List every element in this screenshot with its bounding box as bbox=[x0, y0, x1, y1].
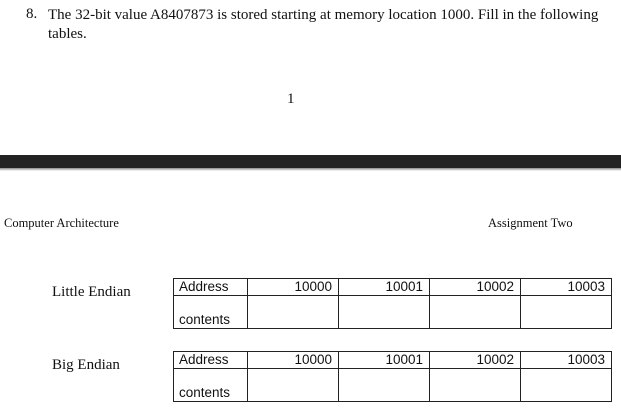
contents-cell[interactable] bbox=[248, 369, 339, 402]
big-endian-label: Big Endian bbox=[52, 357, 120, 373]
table-row bbox=[174, 279, 612, 296]
contents-cell[interactable] bbox=[339, 296, 430, 329]
contents-header-cell: contents bbox=[174, 296, 248, 329]
contents-cell[interactable] bbox=[430, 296, 521, 329]
question-text: The 32-bit value A8407873 is stored starting at memory location 1000. Fill in the following tables. bbox=[48, 7, 599, 42]
contents-header-cell: contents bbox=[174, 369, 248, 402]
address-cell: 10003 bbox=[521, 279, 612, 296]
table-row bbox=[174, 352, 612, 369]
question-number: 8. bbox=[26, 6, 38, 22]
address-cell: 10003 bbox=[521, 352, 612, 369]
address-header-cell: Address bbox=[174, 352, 248, 369]
address-header-cell: Address bbox=[174, 279, 248, 296]
contents-cell[interactable] bbox=[430, 369, 521, 402]
address-cell: 10001 bbox=[339, 279, 430, 296]
address-cell: 10002 bbox=[430, 279, 521, 296]
page-number: 1 bbox=[287, 91, 295, 107]
address-cell: 10000 bbox=[248, 279, 339, 296]
address-cell: 10002 bbox=[430, 352, 521, 369]
table-row bbox=[174, 296, 612, 329]
page-divider bbox=[0, 155, 621, 168]
contents-cell[interactable] bbox=[248, 296, 339, 329]
address-cell: 10000 bbox=[248, 352, 339, 369]
little-endian-table bbox=[173, 278, 612, 329]
contents-cell[interactable] bbox=[521, 369, 612, 402]
table-row bbox=[174, 369, 612, 402]
header-assignment-title: Assignment Two bbox=[488, 216, 573, 230]
header-course-title: Computer Architecture bbox=[4, 216, 119, 230]
contents-cell[interactable] bbox=[521, 296, 612, 329]
page-divider-shadow bbox=[0, 168, 621, 171]
address-cell: 10001 bbox=[339, 352, 430, 369]
contents-cell[interactable] bbox=[339, 369, 430, 402]
little-endian-label: Little Endian bbox=[52, 284, 131, 300]
big-endian-table bbox=[173, 351, 612, 402]
